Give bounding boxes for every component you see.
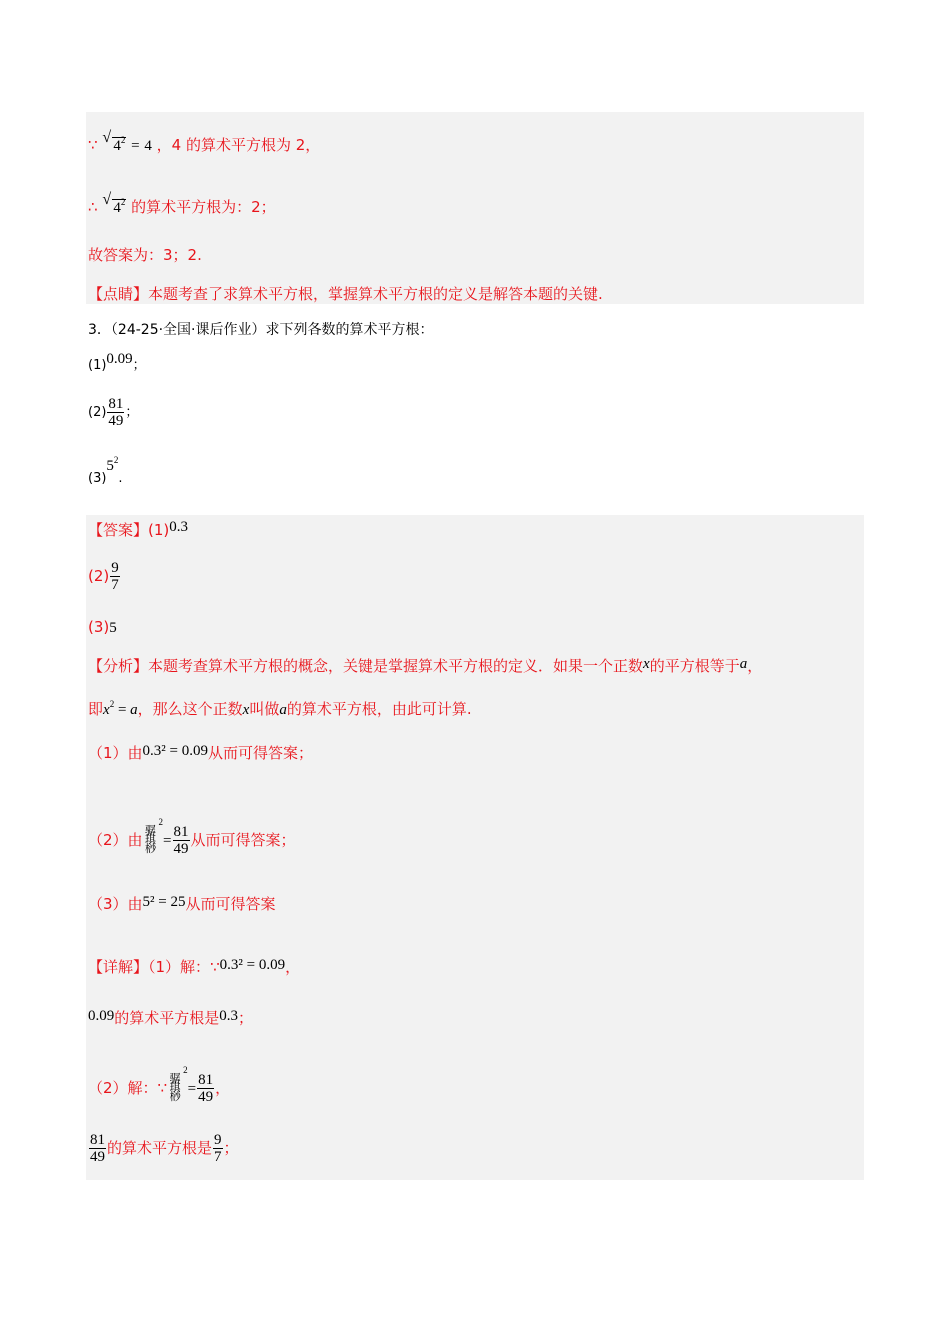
detail-line-2: 0.09的算术平方根是0.3； — [88, 1008, 254, 1027]
answer-part-1: 【答案】(1)0.3 — [88, 519, 189, 539]
analysis-step-3: （3）由5² = 25从而可得答案 — [88, 894, 276, 913]
q3-part-1: (1)0.09； — [88, 351, 146, 373]
final-answer-line: 故答案为：3；2. — [88, 246, 202, 264]
sqrt-4-squared-2: √ $4^2$ — [102, 191, 126, 216]
fraction-81-49-detail-2: $\frac{81}{49}$ — [90, 1132, 105, 1165]
analysis-step-2: （2）由 骣琪桫$^2$= $\frac{81}{49}$ 从而可得答案； — [88, 817, 296, 857]
detail-line-4: $\frac{81}{49}$ 的算术平方根是 $\frac{9}{7}$ ； — [90, 1132, 239, 1165]
comment-line: 【点睛】本题考查了求算术平方根，掌握算术平方根的定义是解答本题的关键. — [88, 285, 603, 303]
fraction-9-7-detail: $\frac{9}{7}$ — [214, 1132, 222, 1165]
fraction-81-49-analysis: $\frac{81}{49}$ — [173, 824, 189, 857]
garbled-paren-glyph-2: 骣琪桫 — [169, 1073, 181, 1103]
analysis-step-1: （1）由0.3² = 0.09从而可得答案； — [88, 743, 314, 762]
q3-part-3: $(3)5^2$. — [88, 455, 123, 486]
garbled-paren-glyph: 骣琪桫 — [145, 825, 157, 855]
fraction-9-7: $\frac{9}{7}$ — [111, 560, 119, 593]
question-3-stem: 3．（24-25·全国·课后作业）求下列各数的算术平方根： — [88, 322, 434, 338]
fraction-81-49-detail: $\frac{81}{49}$ — [198, 1072, 214, 1105]
sqrt-4-squared: √ $4^2$ — [102, 129, 126, 154]
line-therefore-sqrt: ∴ √ $4^2$ 的算术平方根为：2； — [88, 191, 276, 216]
line-sqrt-4sq: ∵ √ $4^2 = 4$ ，4 的算术平方根为 2， — [88, 129, 321, 154]
answer-part-3: (3)5 — [88, 618, 117, 636]
answer-part-2: (2) $\frac{9}{7}$ — [88, 560, 119, 593]
q3-part-2: (2) $\frac{81}{49}$ ； — [88, 396, 139, 429]
analysis-line-1: 【分析】本题考查算术平方根的概念，关键是掌握算术平方根的定义．如果一个正数x的平方根等于a， — [88, 656, 763, 675]
detail-line-1: 【详解】（1）解：∵0.3² = 0.09， — [88, 957, 301, 976]
fraction-81-49: $\frac{81}{49}$ — [108, 396, 124, 429]
detail-line-3: （2）解：∵ 骣琪桫$^2$= $\frac{81}{49}$ ， — [88, 1065, 231, 1105]
analysis-line-2: 即$x^2 = a$，那么这个正数x叫做a的算术平方根，由此可计算. — [88, 699, 472, 718]
